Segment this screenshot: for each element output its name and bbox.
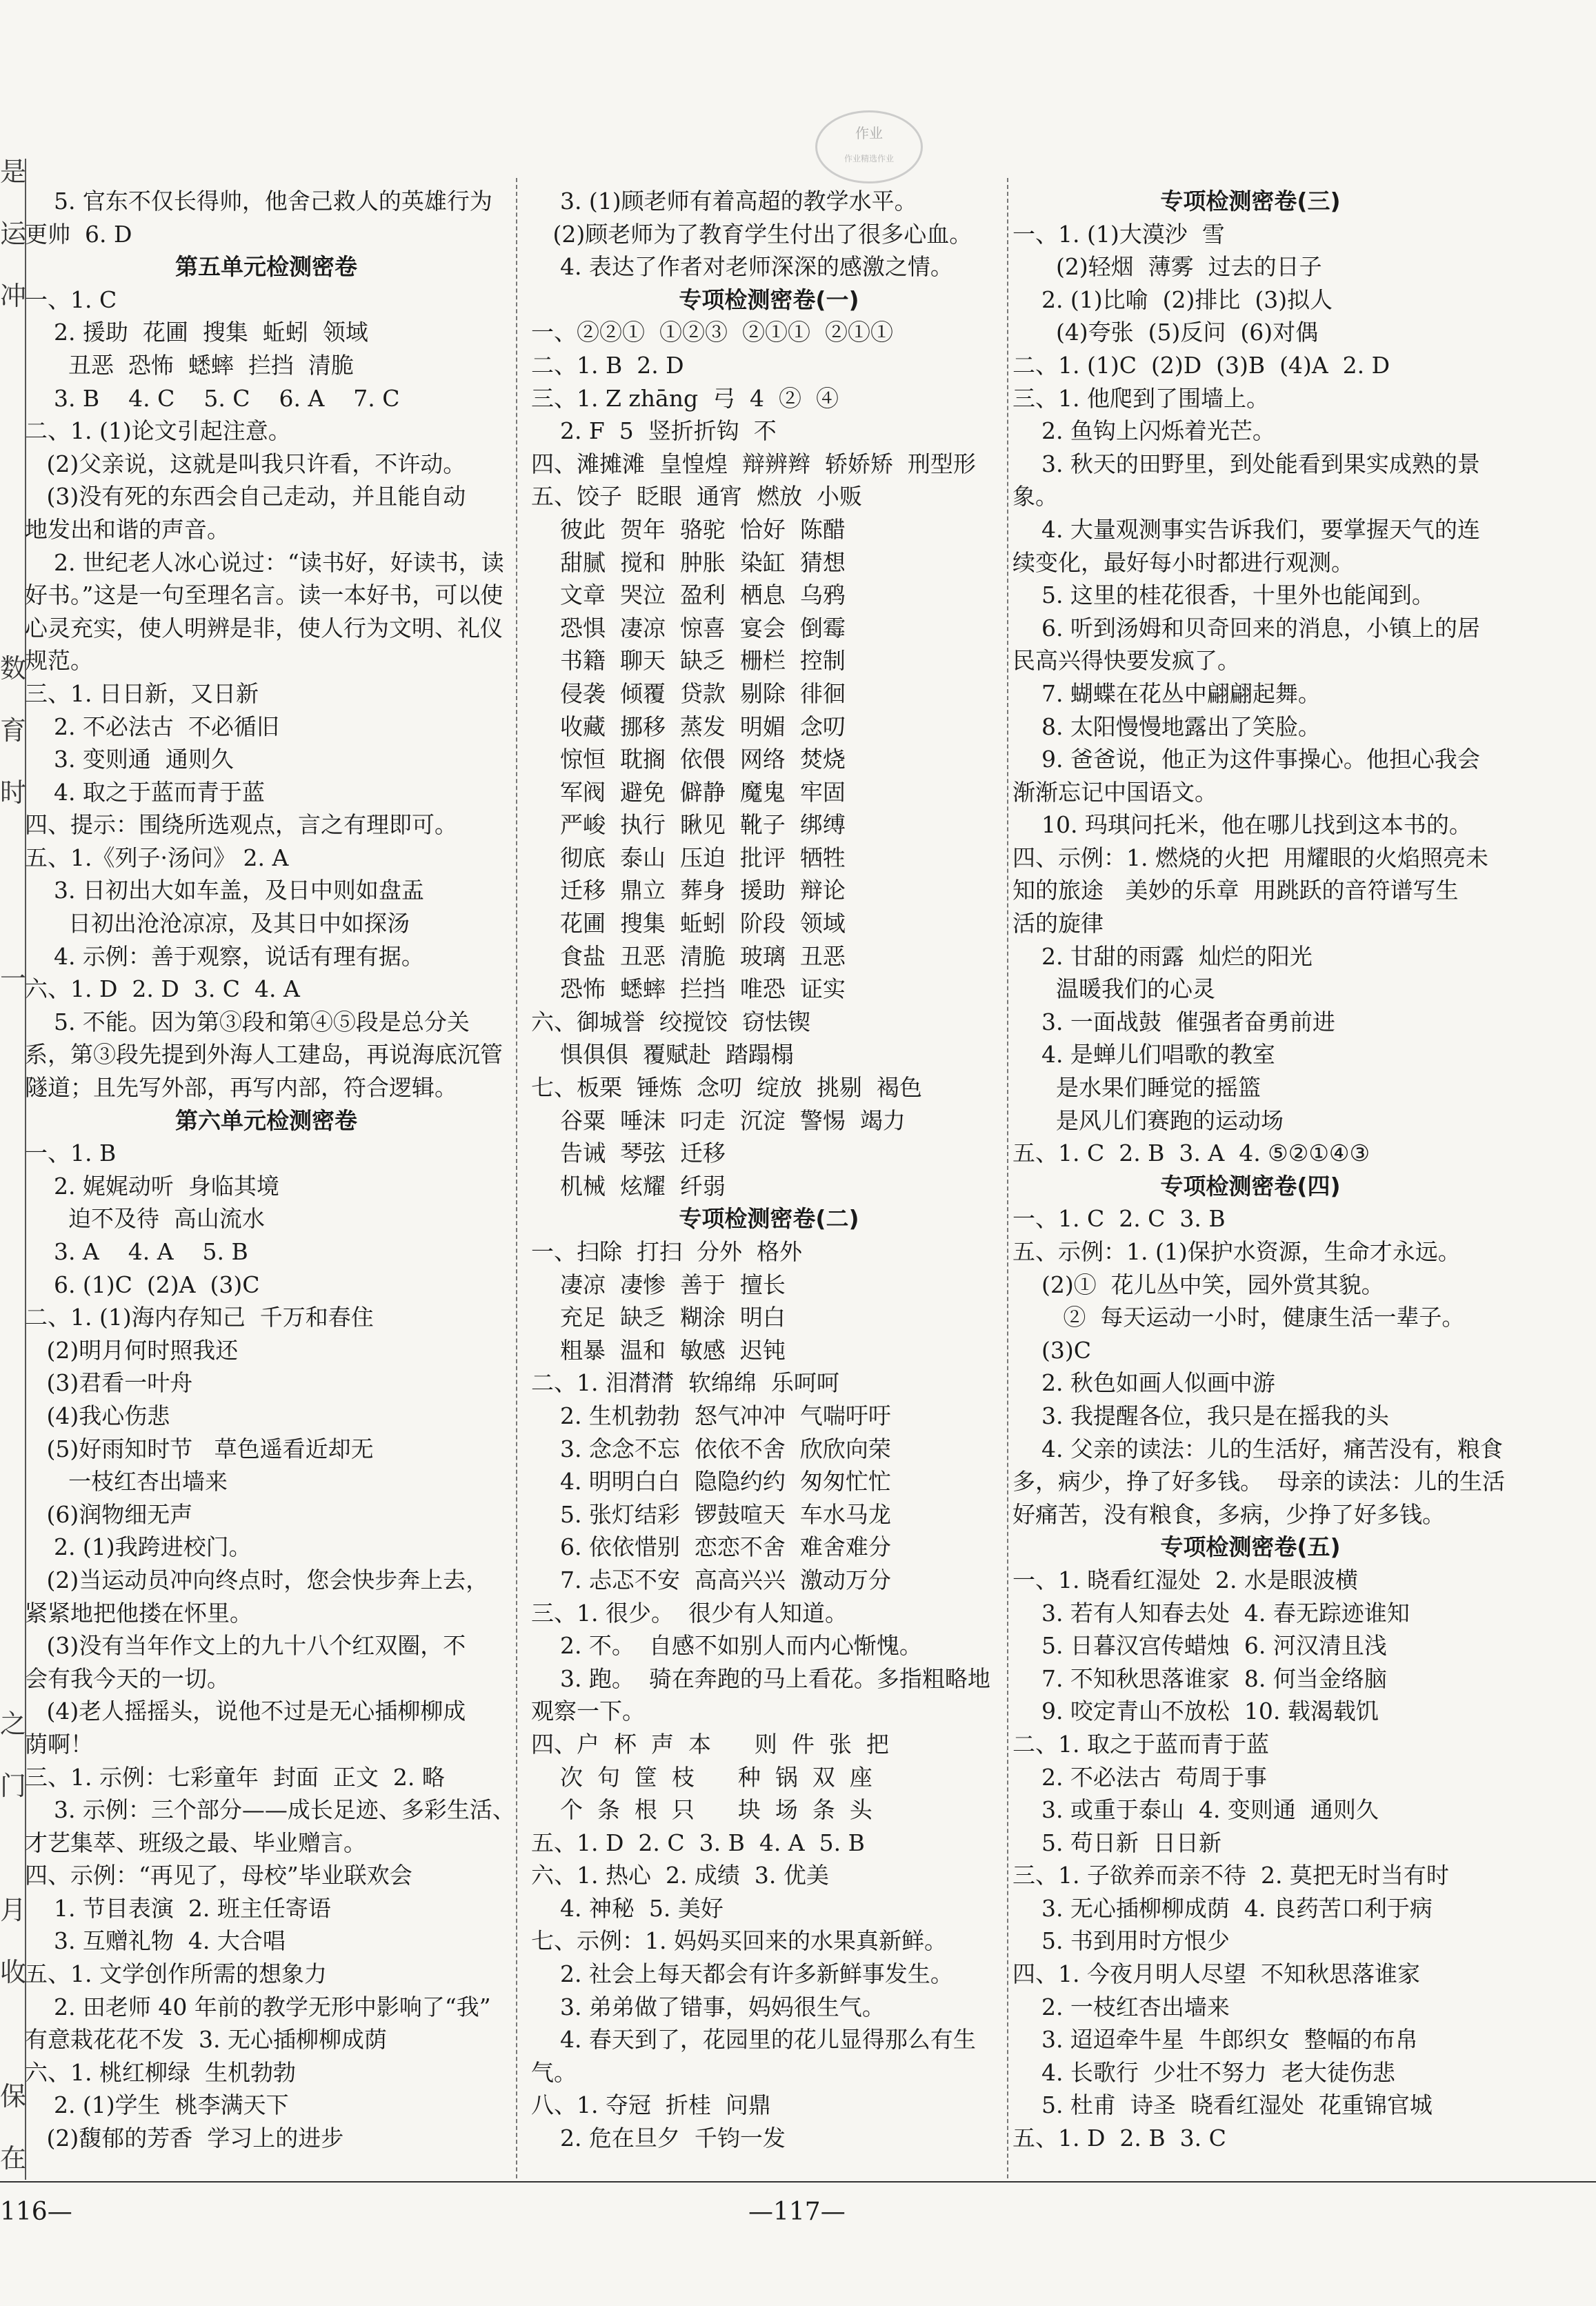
answer-column-2 xyxy=(531,185,1007,2155)
answer-line: 3. 跑。 骑在奔跑的马上看花。多指粗略地 xyxy=(531,1664,990,1692)
answer-line: 心灵充实，使人明辨是非，使人行为文明、礼仪 xyxy=(25,614,503,642)
answer-line: 3. 秋天的田野里，到处能看到果实成熟的景 xyxy=(1013,450,1480,477)
edge-char: 在 xyxy=(0,2143,27,2174)
answer-line: 2. 鱼钩上闪烁着光芒。 xyxy=(1013,417,1275,445)
answer-line: 3. 我提醒各位，我只是在摇我的头 xyxy=(1013,1402,1389,1429)
answer-line: 二、1. 泪潸潸 软绵绵 乐呵呵 xyxy=(531,1369,839,1397)
answer-line: 10. 玛琪问托米，他在哪儿找到这本书的。 xyxy=(1013,811,1472,839)
answer-line: 侵袭 倾覆 贷款 剔除 徘徊 xyxy=(531,679,846,707)
answer-line: 收藏 挪移 蒸发 明媚 念叨 xyxy=(531,713,846,740)
answer-line: 四、示例：1. 燃烧的火把 用耀眼的火焰照亮未 xyxy=(1013,844,1488,871)
answer-line: 书籍 聊天 缺乏 栅栏 控制 xyxy=(531,647,846,675)
answer-line: 2. 生机勃勃 怒气冲冲 气喘吁吁 xyxy=(531,1402,891,1429)
answer-line: 4. 大量观测事实告诉我们，要掌握天气的连 xyxy=(1013,515,1480,543)
answer-line: 7. 不知秋思落谁家 8. 何当金络脑 xyxy=(1013,1664,1387,1692)
answer-line: (6)润物细无声 xyxy=(25,1500,193,1528)
answer-line: 3. 或重于泰山 4. 变则通 通则久 xyxy=(1013,1796,1379,1824)
answer-line: 2. 田老师 40 年前的教学无形中影响了“我” xyxy=(25,1993,491,2020)
answer-line: 2. 一枝红杏出墙来 xyxy=(1013,1993,1230,2020)
answer-line: 4. 春天到了，花园里的花儿显得那么有生 xyxy=(531,2026,976,2054)
publisher-stamp xyxy=(815,110,923,183)
answer-line: 三、1. 他爬到了围墙上。 xyxy=(1013,384,1269,412)
answer-line: 丑恶 恐怖 蟋蟀 拦挡 清脆 xyxy=(25,351,354,379)
answer-line: 八、1. 夺冠 折桂 问鼎 xyxy=(531,2091,771,2119)
answer-line: 4. 神秘 5. 美好 xyxy=(531,1894,724,1922)
answer-line: (3)C xyxy=(1013,1336,1091,1364)
edge-char: 门 xyxy=(0,1771,27,1801)
answer-line: 2. 甘甜的雨露 灿烂的阳光 xyxy=(1013,942,1313,970)
answer-line: 七、示例：1. 妈妈买回来的水果真新鲜。 xyxy=(531,1927,947,1955)
answer-line: 是风儿们赛跑的运动场 xyxy=(1013,1106,1284,1134)
answer-line: 3. 弟弟做了错事，妈妈很生气。 xyxy=(531,1993,885,2020)
answer-line: 次 句 筐 枝 种 锅 双 座 xyxy=(531,1763,872,1791)
answer-column-3 xyxy=(1013,185,1505,2155)
answer-line: 3. A 4. A 5. B xyxy=(25,1238,248,1265)
page-number-right: —117— xyxy=(748,2198,846,2226)
section-heading: 专项检测密卷(一) xyxy=(679,286,859,313)
answer-line: 4. 父亲的读法：儿的生活好，痛苦没有，粮食 xyxy=(1013,1435,1503,1462)
answer-line: 才艺集萃、班级之最、毕业赠言。 xyxy=(25,1829,366,1856)
answer-line: 一、②②① ①②③ ②①① ②①① xyxy=(531,319,893,346)
answer-line: (2)馥郁的芳香 学习上的进步 xyxy=(25,2125,344,2152)
answer-line: 民高兴得快要发疯了。 xyxy=(1013,647,1240,675)
answer-line: 三、1. 子欲养而亲不待 2. 莫把无时当有时 xyxy=(1013,1862,1449,1889)
answer-line: 5. 苟日新 日日新 xyxy=(1013,1829,1221,1856)
answer-line: 3. B 4. C 5. C 6. A 7. C xyxy=(25,384,400,412)
answer-line: 渐渐忘记中国语文。 xyxy=(1013,778,1217,806)
answer-line: 温暖我们的心灵 xyxy=(1013,975,1215,1003)
answer-line: 5. 书到用时方恨少 xyxy=(1013,1927,1230,1955)
section-heading: 专项检测密卷(三) xyxy=(1160,188,1341,215)
answer-line: 2. 不必法古 不必循旧 xyxy=(25,713,279,740)
answer-line: 5. 不能。因为第③段和第④⑤段是总分关 xyxy=(25,1008,470,1035)
edge-char: 一 xyxy=(0,964,27,994)
answer-line: 9. 爸爸说，他正为这件事操心。他担心我会 xyxy=(1013,746,1480,773)
answer-line: 三、1. 示例：七彩童年 封面 正文 2. 略 xyxy=(25,1763,445,1791)
answer-line: 粗暴 温和 敏感 迟钝 xyxy=(531,1336,786,1364)
answer-line: (2)轻烟 薄雾 过去的日子 xyxy=(1013,253,1322,281)
answer-line: 活的旋律 xyxy=(1013,910,1104,937)
answer-line: 五、1. 文学创作所需的想象力 xyxy=(25,1960,327,1988)
answer-line: 惧俱俱 覆赋赴 踏蹋榻 xyxy=(531,1041,794,1068)
answer-line: 2. 娓娓动听 身临其境 xyxy=(25,1172,279,1200)
answer-line: 气。 xyxy=(531,2058,577,2086)
answer-line: 5. 官东不仅长得帅，他舍己救人的英雄行为 xyxy=(25,188,492,215)
answer-line: 恐怖 蟋蟀 拦挡 唯恐 证实 xyxy=(531,975,846,1003)
answer-line: 8. 太阳慢慢地露出了笑脸。 xyxy=(1013,713,1321,740)
answer-line: 续变化，最好每小时都进行观测。 xyxy=(1013,548,1354,576)
edge-char: 月 xyxy=(0,1895,27,1925)
answer-line: 象。 xyxy=(1013,483,1058,510)
answer-line: 地发出和谐的声音。 xyxy=(25,515,230,543)
answer-line: 2. (1)比喻 (2)排比 (3)拟人 xyxy=(1013,286,1333,313)
answer-line: 观察一下。 xyxy=(531,1698,645,1725)
answer-line: 五、1. C 2. B 3. A 4. ⑤②①④③ xyxy=(1013,1140,1370,1167)
answer-line: 4. 示例：善于观察，说话有理有据。 xyxy=(25,942,424,970)
answer-line: 五、1. D 2. B 3. C xyxy=(1013,2125,1226,2152)
answer-line: 2. 援助 花圃 搜集 蚯蚓 领域 xyxy=(25,319,368,346)
answer-line: 四、户 杯 声 本 则 件 张 把 xyxy=(531,1730,889,1758)
answer-line: 六、1. 桃红柳绿 生机勃勃 xyxy=(25,2058,296,2086)
answer-line: (3)没有当年作文上的九十八个红双圈，不 xyxy=(25,1632,466,1660)
answer-line: 三、1. 很少。 很少有人知道。 xyxy=(531,1599,848,1627)
answer-line: 甜腻 搅和 肿胀 染缸 猜想 xyxy=(531,548,846,576)
answer-line: 凄凉 凄惨 善于 擅长 xyxy=(531,1271,786,1298)
answer-line: (4)夸张 (5)反问 (6)对偶 xyxy=(1013,319,1319,346)
answer-line: 四、示例：“再见了，母校”毕业联欢会 xyxy=(25,1862,412,1889)
answer-line: (2)顾老师为了教育学生付出了很多心血。 xyxy=(531,220,972,248)
section-heading: 第六单元检测密卷 xyxy=(175,1106,357,1134)
answer-line: 一、1. C xyxy=(25,286,117,313)
answer-line: 花圃 搜集 蚯蚓 阶段 领域 xyxy=(531,910,846,937)
answer-line: 二、1. 取之于蓝而青于蓝 xyxy=(1013,1730,1269,1758)
edge-char: 数 xyxy=(0,653,27,684)
answer-line: 3. 若有人知春去处 4. 春无踪迹谁知 xyxy=(1013,1599,1410,1627)
answer-line: 谷粟 唾沫 叼走 沉淀 警惕 竭力 xyxy=(531,1106,906,1134)
answer-line: 三、1. Z zhāng 弓 4 ② ④ xyxy=(531,384,839,412)
stamp-subtext: 作业精选作业 xyxy=(844,154,894,163)
answer-line: 五、1.《列子·汤问》 2. A xyxy=(25,844,289,871)
answer-line: 2. 不必法古 苟周于事 xyxy=(1013,1763,1267,1791)
answer-line: 好书。”这是一句至理名言。读一本好书，可以使 xyxy=(25,582,503,609)
edge-char: 是 xyxy=(0,157,27,187)
answer-line: 五、1. D 2. C 3. B 4. A 5. B xyxy=(531,1829,865,1856)
answer-line: 七、板栗 锤炼 念叨 绽放 挑剔 褐色 xyxy=(531,1074,922,1102)
answer-line: 一、1. B xyxy=(25,1140,117,1167)
edge-char: 运 xyxy=(0,219,27,249)
answer-line: 7. 蝴蝶在花丛中翩翩起舞。 xyxy=(1013,679,1321,707)
answer-line: 一、1. 晓看红湿处 2. 水是眼波横 xyxy=(1013,1566,1358,1593)
answer-line: 好痛苦，没有粮食，多病，少挣了好多钱。 xyxy=(1013,1500,1445,1528)
answer-line: 更帅 6. D xyxy=(25,220,132,248)
answer-line: 一枝红杏出墙来 xyxy=(25,1468,228,1495)
edge-char: 之 xyxy=(0,1709,27,1739)
answer-line: 3. 日初出大如车盖，及日中则如盘盂 xyxy=(25,877,424,904)
answer-line: 2. 秋色如画人似画中游 xyxy=(1013,1369,1275,1397)
answer-line: 规范。 xyxy=(25,647,93,675)
section-heading: 专项检测密卷(五) xyxy=(1160,1533,1341,1561)
answer-line: 三、1. 日日新，又日新 xyxy=(25,679,259,707)
answer-line: 2. 危在旦夕 千钧一发 xyxy=(531,2125,786,2152)
answer-line: 恐惧 凄凉 惊喜 宴会 倒霉 xyxy=(531,614,846,642)
answer-line: 3. 迢迢牵牛星 牛郎织女 整幅的布帛 xyxy=(1013,2026,1418,2054)
answer-line: 5. 日暮汉宫传蜡烛 6. 河汉清且浅 xyxy=(1013,1632,1387,1660)
answer-line: 惊恒 耽搁 依偎 网络 焚烧 xyxy=(531,746,846,773)
answer-line: 2. 世纪老人冰心说过：“读书好，好读书，读 xyxy=(25,548,504,576)
answer-line: 是水果们睡觉的摇篮 xyxy=(1013,1074,1261,1102)
answer-line: 多，病少，挣了好多钱。 母亲的读法：儿的生活 xyxy=(1013,1468,1505,1495)
answer-line: 五、饺子 眨眼 通宵 燃放 小贩 xyxy=(531,483,862,510)
answer-line: (5)好雨知时节 草色遥看近却无 xyxy=(25,1435,374,1462)
answer-line: 3. 互赠礼物 4. 大合唱 xyxy=(25,1927,286,1955)
answer-line: 日初出沧沧凉凉，及其日中如探汤 xyxy=(25,910,410,937)
answer-line: 2. (1)学生 桃李满天下 xyxy=(25,2091,289,2119)
answer-line: 6. 依依惜别 恋恋不舍 难舍难分 xyxy=(531,1533,891,1561)
edge-char: 冲 xyxy=(0,281,27,311)
answer-line: 有意栽花花不发 3. 无心插柳柳成荫 xyxy=(25,2026,387,2054)
answer-line: 五、示例：1. (1)保护水资源，生命才永远。 xyxy=(1013,1238,1461,1265)
answer-line: 1. 节目表演 2. 班主任寄语 xyxy=(25,1894,331,1922)
answer-line: 5. 张灯结彩 锣鼓喧天 车水马龙 xyxy=(531,1500,891,1528)
page-number-left: 116— xyxy=(0,2198,72,2226)
answer-line: 四、滩摊滩 皇惶煌 辩辨辫 轿娇矫 刑型形 xyxy=(531,450,976,477)
answer-line: 二、1. B 2. D xyxy=(531,351,684,379)
answer-line: (2)父亲说，这就是叫我只许看，不许动。 xyxy=(25,450,466,477)
column-divider-2 xyxy=(1007,178,1008,2178)
answer-line: 4. 是蝉儿们唱歌的教室 xyxy=(1013,1041,1275,1068)
left-margin-strip xyxy=(0,159,26,2180)
answer-line: 3. (1)顾老师有着高超的教学水平。 xyxy=(531,188,917,215)
answer-line: (2)明月何时照我还 xyxy=(25,1336,239,1364)
answer-line: 6. (1)C (2)A (3)C xyxy=(25,1271,260,1298)
answer-line: 3. 一面战鼓 催强者奋勇前进 xyxy=(1013,1008,1335,1035)
answer-column-1 xyxy=(25,185,515,2155)
answer-line: 3. 无心插柳柳成荫 4. 良药苦口利于病 xyxy=(1013,1894,1433,1922)
answer-line: 一、1. (1)大漠沙 雪 xyxy=(1013,220,1225,248)
answer-line: 9. 咬定青山不放松 10. 载渴载饥 xyxy=(1013,1698,1379,1725)
stamp-text: 作业 xyxy=(855,125,883,141)
answer-line: 4. 取之于蓝而青于蓝 xyxy=(25,778,265,806)
answer-line: 六、御城誉 绞搅饺 窃怯锲 xyxy=(531,1008,810,1035)
answer-line: 3. 念念不忘 依依不舍 欣欣向荣 xyxy=(531,1435,891,1462)
answer-line: 2. (1)我跨进校门。 xyxy=(25,1533,252,1561)
answer-line: 六、1. D 2. D 3. C 4. A xyxy=(25,975,300,1003)
answer-line: 迫不及待 高山流水 xyxy=(25,1205,265,1233)
answer-line: 食盐 丑恶 清脆 玻璃 丑恶 xyxy=(531,942,846,970)
answer-line: 六、1. 热心 2. 成绩 3. 优美 xyxy=(531,1862,829,1889)
answer-line: (4)我心伤悲 xyxy=(25,1402,170,1429)
answer-line: (3)君看一叶舟 xyxy=(25,1369,193,1397)
answer-line: 2. F 5 竖折折钩 不 xyxy=(531,417,777,445)
answer-line: 四、1. 今夜月明人尽望 不知秋思落谁家 xyxy=(1013,1960,1420,1988)
answer-line: 5. 这里的桂花很香，十里外也能闻到。 xyxy=(1013,582,1435,609)
footer-rule xyxy=(0,2181,1596,2183)
answer-line: 知的旅途 美妙的乐章 用跳跃的音符谱写生 xyxy=(1013,877,1459,904)
edge-char: 时 xyxy=(0,777,27,808)
answer-line: 严峻 执行 瞅见 靴子 绑缚 xyxy=(531,811,846,839)
answer-line: 机械 炫耀 纤弱 xyxy=(531,1172,726,1200)
answer-line: 2. 社会上每天都会有许多新鲜事发生。 xyxy=(531,1960,953,1988)
answer-line: 6. 听到汤姆和贝奇回来的消息，小镇上的居 xyxy=(1013,614,1480,642)
answer-line: 个 条 根 只 块 场 条 头 xyxy=(531,1796,872,1824)
answer-line: 告诫 琴弦 迁移 xyxy=(531,1140,726,1167)
answer-line: (2)① 花儿丛中笑，园外赏其貌。 xyxy=(1013,1271,1384,1298)
answer-line: 2. 不。 自感不如别人而内心惭愧。 xyxy=(531,1632,922,1660)
answer-line: 一、扫除 打扫 分外 格外 xyxy=(531,1238,802,1265)
answer-line: 二、1. (1)C (2)D (3)B (4)A 2. D xyxy=(1013,351,1390,379)
answer-line: 彼此 贺年 骆驼 恰好 陈醋 xyxy=(531,515,846,543)
section-heading: 第五单元检测密卷 xyxy=(175,253,357,281)
answer-line: (4)老人摇摇头，说他不过是无心插柳柳成 xyxy=(25,1698,466,1725)
answer-line: 充足 缺乏 糊涂 明白 xyxy=(531,1304,786,1331)
answer-line: 5. 杜甫 诗圣 晓看红湿处 花重锦官城 xyxy=(1013,2091,1433,2119)
answer-line: 荫啊！ xyxy=(25,1730,93,1758)
answer-line: 迁移 鼎立 葬身 援助 辩论 xyxy=(531,877,846,904)
answer-line: 4. 明明白白 隐隐约约 匆匆忙忙 xyxy=(531,1468,891,1495)
answer-line: 3. 示例：三个部分——成长足迹、多彩生活、 xyxy=(25,1796,515,1824)
answer-line: 二、1. (1)论文引起注意。 xyxy=(25,417,291,445)
answer-line: 7. 忐忑不安 高高兴兴 激动万分 xyxy=(531,1566,891,1593)
answer-line: 4. 表达了作者对老师深深的感激之情。 xyxy=(531,253,953,281)
answer-line: 紧紧地把他搂在怀里。 xyxy=(25,1599,252,1627)
answer-line: (2)当运动员冲向终点时，您会快步奔上去， xyxy=(25,1566,489,1593)
edge-char: 保 xyxy=(0,2081,27,2111)
answer-line: (3)没有死的东西会自己走动，并且能自动 xyxy=(25,483,466,510)
answer-line: 四、提示：围绕所选观点，言之有理即可。 xyxy=(25,811,457,839)
answer-line: 文章 哭泣 盈利 栖息 乌鸦 xyxy=(531,582,846,609)
answer-line: 彻底 泰山 压迫 批评 牺牲 xyxy=(531,844,846,871)
answer-line: 一、1. C 2. C 3. B xyxy=(1013,1205,1226,1233)
edge-char: 收 xyxy=(0,1957,27,1987)
answer-line: 系，第③段先提到外海人工建岛，再说海底沉管 xyxy=(25,1041,503,1068)
answer-line: 3. 变则通 通则久 xyxy=(25,746,234,773)
answer-line: 军阀 避免 僻静 魔鬼 牢固 xyxy=(531,778,846,806)
section-heading: 专项检测密卷(二) xyxy=(679,1205,859,1233)
column-divider-1 xyxy=(516,178,517,2178)
section-heading: 专项检测密卷(四) xyxy=(1160,1172,1341,1200)
answer-line: ② 每天运动一小时，健康生活一辈子。 xyxy=(1013,1304,1465,1331)
answer-line: 会有我今天的一切。 xyxy=(25,1664,230,1692)
answer-line: 二、1. (1)海内存知己 千万和春住 xyxy=(25,1304,374,1331)
edge-char: 育 xyxy=(0,715,27,746)
answer-line: 4. 长歌行 少壮不努力 老大徒伤悲 xyxy=(1013,2058,1395,2086)
answer-line: 隧道；且先写外部，再写内部，符合逻辑。 xyxy=(25,1074,457,1102)
